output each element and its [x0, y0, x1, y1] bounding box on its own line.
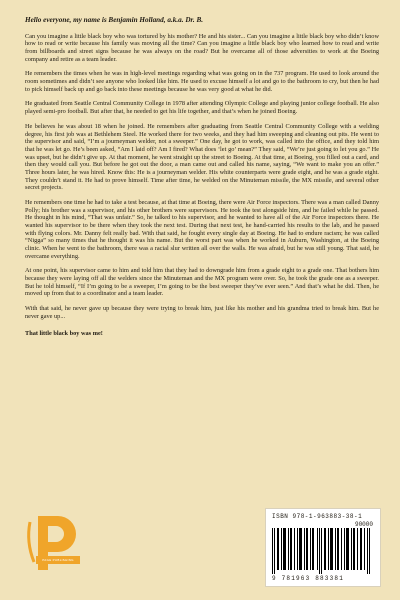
- isbn-barcode: [265, 508, 381, 587]
- author-greeting-heading: Hello everyone, my name is Benjamin Holland, a.k.a. Dr. B.: [25, 16, 204, 24]
- story-paragraph: Can you imagine a little black boy who was tortured by his mother? He and his sister... Can you imagine a little black boy who didn’t know how to read or write because his family was moving all the time? Can you imagine a little black boy who learned how to read and write from billboards and street signs because he was always on the road? But he overcame all of those adversities to work at the Boeing company and retire as a team leader.: [25, 32, 379, 63]
- barcode-digits: 9 781963 883381: [272, 575, 345, 582]
- story-paragraph: He believes he was about 18 when he joined. He remembers after graduating from Seattle Central Community College with a welding degree, his first job was at Bethlehem Steel. He worked there for two weeks, and they had him sweeping and cleaning out pits. He went to the supervisor and said, “I’m a journeyman welder, not a sweeper.” One day, he got to work, was called into the office, and they told him that he was let go. He’s been asked, “Am I laid off? Am I fired? What does ‘let go’ mean?” They said, “We’re just going to let you go.” He was upset, but he didn’t give up. At that moment, he went straight up the street to Boeing. At that time, at Boeing, you filled out a card, and then they would call you. But before he got out the door, a man came out and called his name, saying, “We want to make you an offer.” Three hours later, he was hired. Know this: He is a journeyman welder. His white counterparts were grade eight, and he was a grade eight. They couldn’t stand it. He had to prove himself. Time after time, he welded on the Minuteman missile, the MX missile, and several other secret projects.: [25, 122, 379, 192]
- publisher-logo-caption: PAGE PUBLISHING: [42, 558, 74, 562]
- closing-line: That little black boy was me!: [25, 330, 103, 338]
- story-paragraph: With that said, he never gave up because they were trying to break him, just like his mother and his grandma tried to break him. But he never gave up...: [25, 304, 379, 320]
- story-paragraph: He remembers the times when he was in high-level meetings regarding what was going on in the 737 program. He used to look around the room sometimes and didn’t see anyone who looked like him. He used to excuse himself a lot and go to the bathroom to cry, but then he had to pick himself back up and go back into these meetings because he was very good at what he did.: [25, 70, 379, 93]
- story-paragraph: He graduated from Seattle Central Community College in 1978 after attending Olympic College and playing junior college football. He also played semi-pro football. But after that, he needed to get his life together, and that’s when he joined Boeing.: [25, 100, 379, 116]
- barcode-bars-icon: [272, 528, 374, 574]
- cover-text-block: [25, 16, 379, 345]
- price-code: 90000: [354, 521, 373, 528]
- isbn-label: ISBN 978-1-963883-38-1: [272, 513, 363, 520]
- story-paragraph: He remembers one time he had to take a test because, at that time at Boeing, there were Air Force inspectors. There was a man called Danny Polly; his brother was a supervisor, and his other brothers were supervisors. He took the test alongside him, and he failed while he passed. He thought in his mind, “That was unfair.” So, he talked to his supervisor, and he wanted to have all of the Air Force inspectors there. He wanted his supervisor to be there when they took the next test. During that next test, he hand-carried his results to the lab, and he passed with flying colors. Mr. Danny felt really bad. With that said, he fought every single day at Boeing. He had to endure racism; he was called “Nigga” so many times that he thought it was his name. But the worst part was when he worked in Auburn, Washington, at the Boeing clinic. When he went to the bathroom, there was a racial slur written all over the walls. He was afraid, but he was still young. That said, he overcame everything.: [25, 198, 379, 260]
- story-paragraph: At one point, his supervisor came to him and told him that they had to downgrade him from a grade eight to a grade one. That bothers him because they were laying off all the welders since the Minuteman and the MX program were over. So, he took the grade one as a sweeper. But he told himself, “If I’m going to be a sweeper, I’m going to be the best sweeper they’ve ever seen.” And that’s what he did. Then, he moved up from that to a coordinator and a team leader.: [25, 267, 379, 298]
- publisher-logo-icon: [24, 512, 84, 574]
